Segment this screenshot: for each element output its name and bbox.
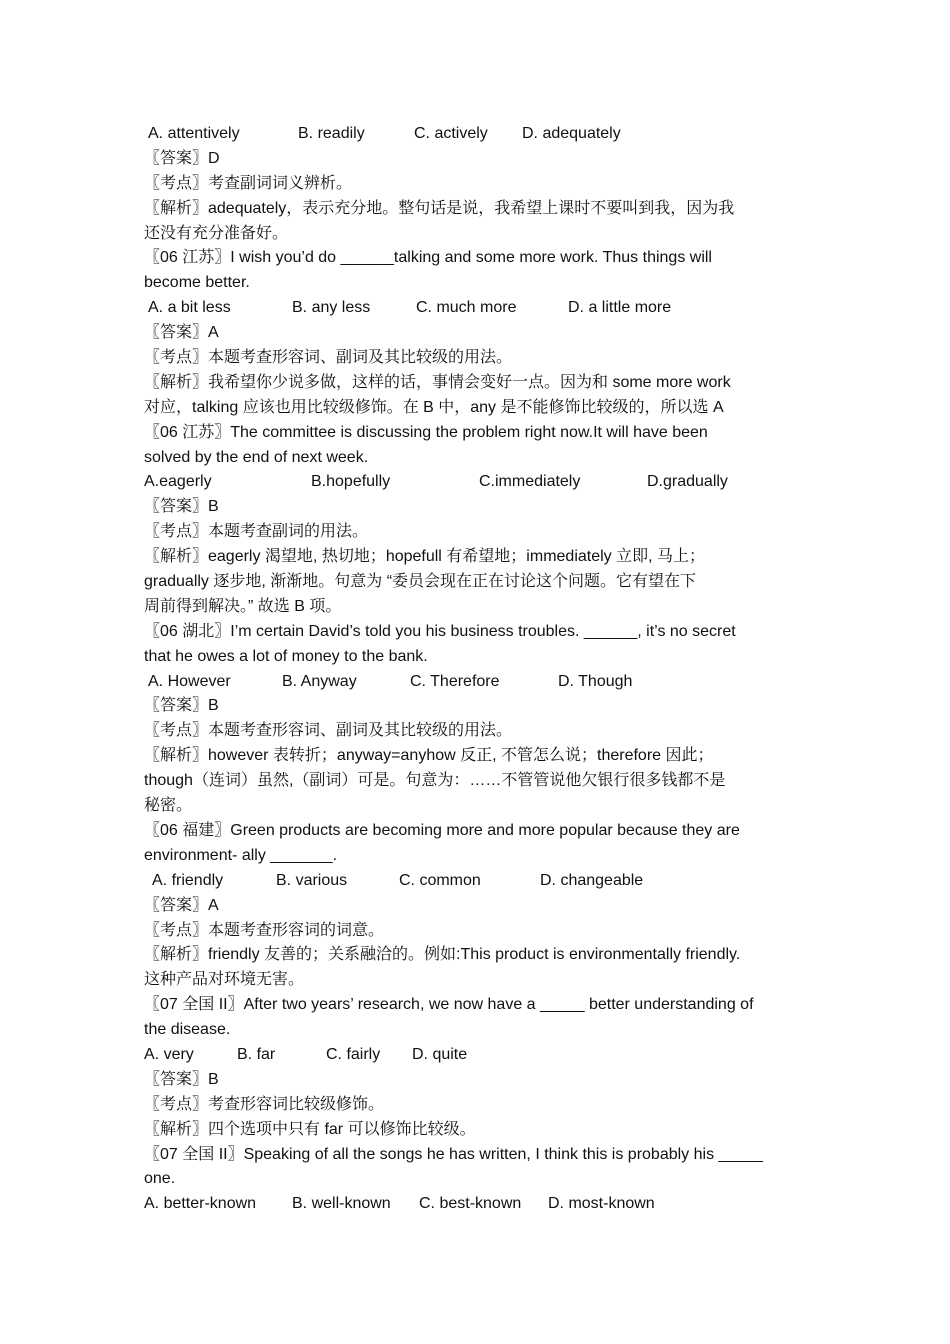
document-page	[144, 122, 814, 1217]
q0-point: 〖考点〗考查副词词义辨析。	[144, 174, 353, 192]
q1-option-a: A. a bit less	[148, 299, 231, 317]
q5-stem-line-1: 〖07 全国 II〗After two years’ research, we now have a _____ better understanding of	[144, 996, 754, 1014]
q2-analysis-line-3: 周前得到解决。” 故选 B 项。	[144, 597, 342, 615]
q5-option-b: B. far	[237, 1045, 276, 1063]
q5-option-d: D. quite	[412, 1045, 468, 1063]
q1-stem-line-1: 〖06 江苏〗I wish you’d do ______talking and some more work. Thus things will	[144, 249, 712, 267]
q1-analysis-line-2: 对应，talking 应该也用比较级修饰。在 B 中，any 是不能修饰比较级的，所以选 A	[144, 398, 724, 416]
q3-analysis-line-1: 〖解析〗however 表转折；anyway=anyhow 反正, 不管怎么说；therefore 因此；	[144, 747, 714, 765]
q5-options	[144, 1043, 814, 1068]
q2-stem-line-2: solved by the end of next week.	[144, 448, 369, 466]
q0-analysis-line-2: 还没有充分准备好。	[144, 224, 289, 242]
q3-stem-line-2: that he owes a lot of money to the bank.	[144, 647, 428, 665]
q2-point: 〖考点〗本题考查副词的用法。	[144, 523, 369, 541]
q1-option-b: B. any less	[292, 299, 371, 317]
q1-options	[144, 296, 814, 321]
q0-option-d: D. adequately	[522, 125, 621, 142]
q0-answer: 〖答案〗D	[144, 149, 220, 167]
q4-analysis-line-2: 这种产品对环境无害。	[144, 971, 305, 989]
q1-analysis-line-1: 〖解析〗我希望你少说多做，这样的话，事情会变好一点。因为和 some more work	[144, 373, 731, 391]
q3-answer: 〖答案〗B	[144, 697, 219, 715]
q1-option-d: D. a little more	[568, 299, 672, 317]
q2-option-c: C.immediately	[479, 473, 581, 491]
q4-answer: 〖答案〗A	[144, 896, 219, 914]
q3-options	[144, 670, 814, 695]
q6-options	[144, 1192, 814, 1217]
q1-answer: 〖答案〗A	[144, 324, 219, 342]
q2-option-a: A.eagerly	[144, 473, 212, 491]
q0-option-a: A. attentively	[148, 125, 240, 142]
q3-option-a: A. However	[148, 672, 231, 690]
q5-answer: 〖答案〗B	[144, 1070, 219, 1088]
q1-stem-line-2: become better.	[144, 274, 250, 292]
q6-option-b: B. well-known	[292, 1195, 391, 1213]
q4-stem-line-1: 〖06 福建〗Green products are becoming more and more popular because they are	[144, 821, 740, 839]
q4-analysis-line-1: 〖解析〗friendly 友善的；关系融洽的。例如:This product is environmentally friendly.	[144, 946, 741, 964]
q0-option-b: B. readily	[298, 125, 365, 142]
q3-option-d: D. Though	[558, 672, 633, 690]
q4-point: 〖考点〗本题考查形容词的词意。	[144, 921, 385, 939]
q5-option-c: C. fairly	[326, 1045, 381, 1063]
q6-option-a: A. better-known	[144, 1195, 257, 1213]
q5-analysis-line-1: 〖解析〗四个选项中只有 far 可以修饰比较级。	[144, 1120, 476, 1138]
q3-analysis-line-3: 秘密。	[144, 797, 193, 815]
q2-answer: 〖答案〗B	[144, 498, 219, 516]
q5-stem-line-2: the disease.	[144, 1021, 231, 1039]
q4-stem-line-2: environment- ally _______.	[144, 846, 338, 864]
q1-point: 〖考点〗本题考查形容词、副词及其比较级的用法。	[144, 349, 513, 367]
q1-option-c: C. much more	[416, 299, 517, 317]
q2-stem-line-1: 〖06 江苏〗The committee is discussing the problem right now.It will have been	[144, 423, 708, 441]
q6-stem-line-1: 〖07 全国 II〗Speaking of all the songs he has written, I think this is probably his _____	[144, 1145, 764, 1163]
q0-options	[144, 122, 814, 147]
q3-point: 〖考点〗本题考查形容词、副词及其比较级的用法。	[144, 722, 513, 740]
q4-option-a: A. friendly	[152, 871, 224, 889]
q6-stem-line-2: one.	[144, 1170, 176, 1188]
q2-options	[144, 470, 814, 495]
q6-option-d: D. most-known	[548, 1195, 655, 1213]
q6-option-c: C. best-known	[419, 1195, 522, 1213]
q2-option-d: D.gradually	[647, 473, 728, 491]
q0-option-c: C. actively	[414, 125, 488, 142]
q2-analysis-line-2: gradually 逐步地, 渐渐地。句意为 “委员会现在正在讨论这个问题。它有望在下	[144, 573, 697, 591]
q2-analysis-line-1: 〖解析〗eagerly 渴望地, 热切地；hopefull 有希望地；immediately 立即, 马上；	[144, 548, 706, 566]
q4-option-c: C. common	[399, 871, 481, 889]
q5-point: 〖考点〗考查形容词比较级修饰。	[144, 1095, 385, 1113]
q3-stem-line-1: 〖06 湖北〗I’m certain David’s told you his business troubles. ______, it’s no secret	[144, 622, 736, 640]
q4-option-b: B. various	[276, 871, 348, 889]
q5-option-a: A. very	[144, 1045, 194, 1063]
q3-analysis-line-2: though（连词）虽然,（副词）可是。句意为：……不管管说他欠银行很多钱都不是	[144, 772, 726, 790]
q3-option-c: C. Therefore	[410, 672, 500, 690]
q2-option-b: B.hopefully	[311, 473, 391, 491]
q4-option-d: D. changeable	[540, 871, 644, 889]
q4-options	[144, 869, 814, 894]
q0-analysis-line-1: 〖解析〗adequately，表示充分地。整句话是说，我希望上课时不要叫到我，因为我	[144, 199, 735, 217]
q3-option-b: B. Anyway	[282, 672, 357, 690]
